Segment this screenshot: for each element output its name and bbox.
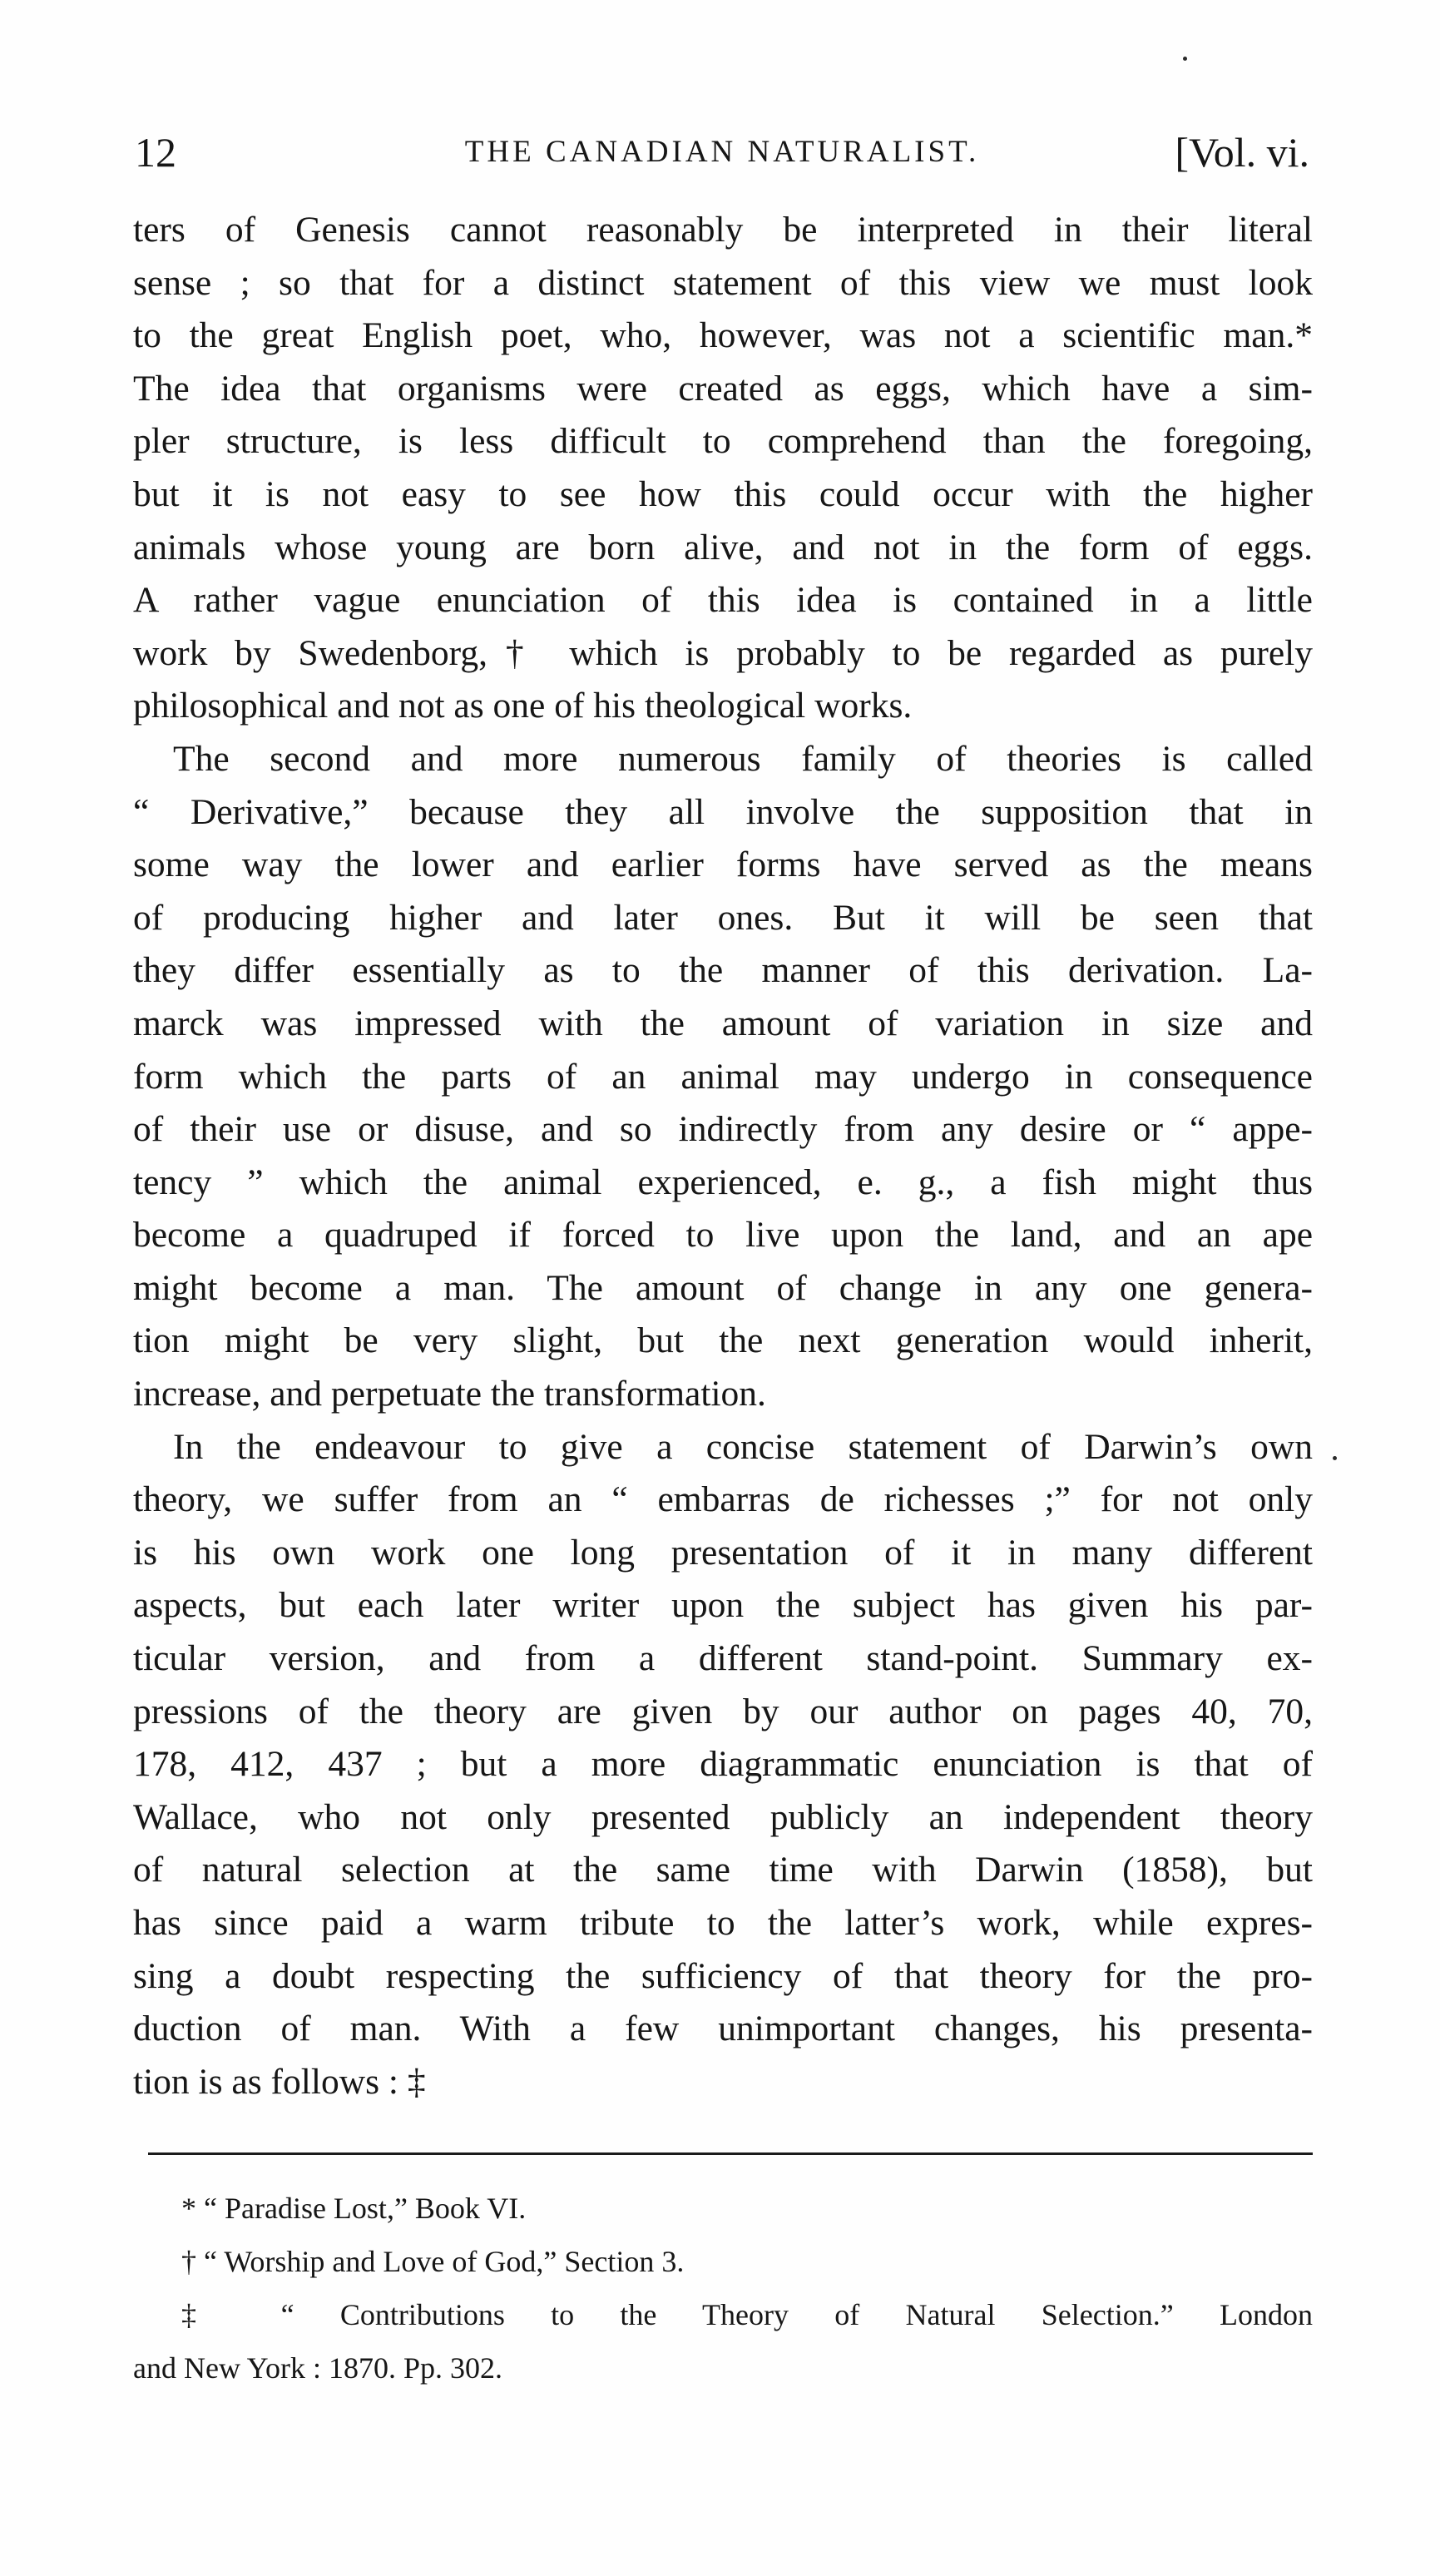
footnote: ‡ “ Contributions to the Theory of Natural Selection.” London — [181, 2298, 1313, 2331]
text-line: ters of Genesis cannot reasonably be interpreted in their literal — [133, 210, 1313, 250]
text-line: to the great English poet, who, however, was not a scientific man.* — [133, 315, 1313, 356]
text-line: “ Derivative,” because they all involve the supposition that in — [133, 791, 1313, 832]
text-line: 178, 412, 437 ; but a more diagrammatic enunciation is that of — [133, 1744, 1313, 1785]
footnote: † “ Worship and Love of God,” Section 3. — [181, 2245, 685, 2278]
text-line: become a quadruped if forced to live upon the land, and an ape — [133, 1215, 1313, 1256]
page-number: 12 — [135, 129, 176, 176]
text-line: is his own work one long presentation of it in many different — [133, 1532, 1313, 1573]
text-line: tion is as follows : ‡ — [133, 2061, 426, 2102]
text-line: might become a man. The amount of change in any one genera- — [133, 1267, 1313, 1308]
body-text — [133, 204, 1313, 2108]
text-line: some way the lower and earlier forms have served as the means — [133, 845, 1313, 885]
text-line: work by Swedenborg,† which is probably to be regarded as purely — [133, 632, 1313, 673]
scan-speck — [1183, 57, 1187, 61]
text-line: duction of man. With a few unimportant changes, his presenta- — [133, 2009, 1313, 2049]
text-line: animals whose young are born alive, and not in the form of eggs. — [133, 527, 1313, 567]
text-line: has since paid a warm tribute to the latter’s work, while expres- — [133, 1903, 1313, 1943]
text-line: A rather vague enunciation of this idea is contained in a little — [133, 580, 1313, 621]
text-line: but it is not easy to see how this could occur with the higher — [133, 473, 1313, 514]
text-line: tency ” which the animal experienced, e. g., a fish might thus — [133, 1162, 1313, 1202]
text-line: pler structure, is less difficult to comprehend than the foregoing, — [133, 421, 1313, 462]
text-line: sense ; so that for a distinct statement of this view we must look — [133, 262, 1313, 303]
text-line: form which the parts of an animal may undergo in consequence — [133, 1056, 1313, 1097]
text-line: of their use or disuse, and so indirectly from any desire or “ appe- — [133, 1109, 1313, 1150]
text-line: increase, and perpetuate the transformation. — [133, 1374, 766, 1414]
text-line: sing a doubt respecting the sufficiency of that theory for the pro- — [133, 1955, 1313, 1996]
text-line: ticular version, and from a different stand-point. Summary ex- — [133, 1638, 1313, 1679]
footnotes — [133, 2182, 1313, 2395]
text-line: theory, we suffer from an “ embarras de richesses ;” for not only — [133, 1479, 1313, 1520]
text-line: of producing higher and later ones. But it will be seen that — [133, 897, 1313, 938]
text-line: of natural selection at the same time with Darwin (1858), but — [133, 1850, 1313, 1890]
running-title: THE CANADIAN NATURALIST. — [464, 135, 980, 169]
volume-label: [Vol. vi. — [1175, 129, 1309, 176]
text-line: philosophical and not as one of his theological works. — [133, 686, 913, 726]
paragraph-start-line: In the endeavour to give a concise statement of Darwin’s own — [173, 1426, 1313, 1467]
running-header — [135, 123, 1309, 181]
text-line: Wallace, who not only presented publicly an independent theory — [133, 1796, 1313, 1837]
text-line: The idea that organisms were created as eggs, which have a sim- — [133, 368, 1313, 409]
text-line: they differ essentially as to the manner of this derivation. La- — [133, 950, 1313, 991]
footnote: * “ Paradise Lost,” Book VI. — [181, 2192, 527, 2225]
footnote-continuation: and New York : 1870. Pp. 302. — [133, 2351, 503, 2385]
footnote-rule — [148, 2152, 1313, 2155]
text-line: marck was impressed with the amount of variation in size and — [133, 1003, 1313, 1043]
scan-speck — [1333, 1456, 1337, 1460]
text-line: aspects, but each later writer upon the subject has given his par- — [133, 1585, 1313, 1626]
paragraph-start-line: The second and more numerous family of theories is called — [173, 738, 1313, 779]
text-line: tion might be very slight, but the next generation would inherit, — [133, 1320, 1313, 1361]
text-line: pressions of the theory are given by our author on pages 40, 70, — [133, 1691, 1313, 1731]
